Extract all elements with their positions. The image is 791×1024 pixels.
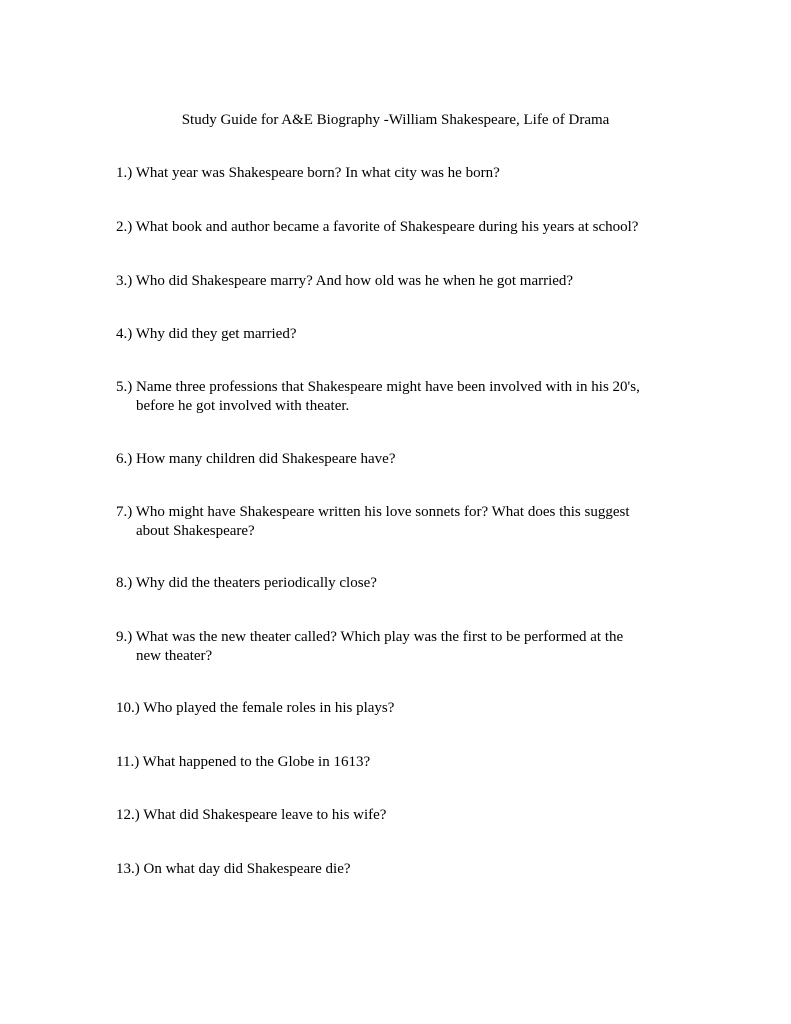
question-5-text-continued: before he got involved with theater. [136, 398, 350, 414]
question-7-text: 7.) Who might have Shakespeare written his love sonnets for? What does this suggest [116, 504, 630, 520]
question-2 [116, 218, 676, 237]
question-11-text: 11.) What happened to the Globe in 1613? [116, 754, 371, 770]
question-10-text: 10.) Who played the female roles in his plays? [116, 700, 395, 716]
question-9-text: 9.) What was the new theater called? Which play was the first to be performed at the [116, 629, 624, 645]
question-8 [116, 574, 676, 593]
question-11 [116, 753, 676, 772]
question-1-text: 1.) What year was Shakespeare born? In what city was he born? [116, 165, 500, 181]
document-title: Study Guide for A&E Biography -William Shakespeare, Life of Drama [181, 112, 610, 128]
question-10 [116, 699, 676, 718]
question-3-text: 3.) Who did Shakespeare marry? And how old was he when he got married? [116, 273, 574, 289]
question-5-text: 5.) Name three professions that Shakespeare might have been involved with in his 20's, [116, 379, 640, 395]
question-6-text: 6.) How many children did Shakespeare have? [116, 451, 396, 467]
question-8-text: 8.) Why did the theaters periodically close? [116, 575, 377, 591]
question-1 [116, 164, 676, 183]
question-3 [116, 272, 676, 291]
question-13 [116, 860, 676, 879]
question-7 [116, 503, 676, 541]
question-6 [116, 450, 676, 469]
question-12-text: 12.) What did Shakespeare leave to his wife? [116, 807, 387, 823]
question-9-text-continued: new theater? [136, 648, 213, 664]
question-7-text-continued: about Shakespeare? [136, 523, 255, 539]
question-12 [116, 806, 676, 825]
question-2-text: 2.) What book and author became a favorite of Shakespeare during his years at school? [116, 219, 639, 235]
question-9 [116, 628, 676, 666]
question-5 [116, 378, 676, 416]
question-4 [116, 325, 676, 344]
question-13-text: 13.) On what day did Shakespeare die? [116, 861, 351, 877]
question-4-text: 4.) Why did they get married? [116, 326, 297, 342]
